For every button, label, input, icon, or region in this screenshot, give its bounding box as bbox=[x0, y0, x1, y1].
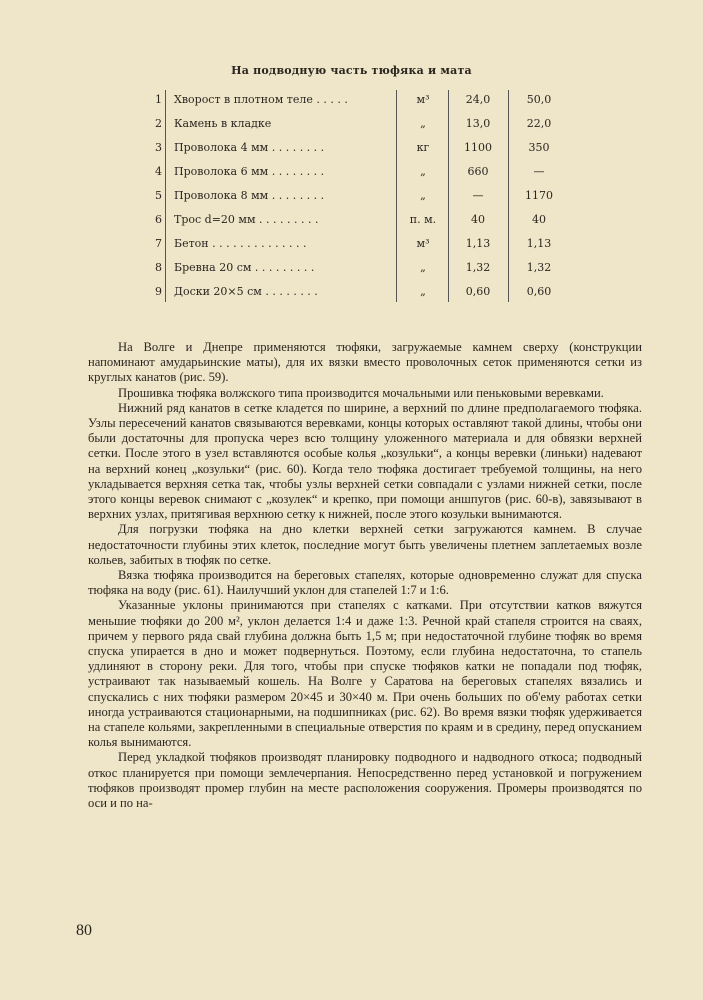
unit: „ bbox=[420, 261, 426, 274]
row-number: 8 bbox=[155, 261, 162, 274]
material-name: Доски 20×5 см . . . . . . . . bbox=[174, 285, 318, 298]
value-1: 1,32 bbox=[465, 261, 491, 274]
value-1: 1100 bbox=[464, 141, 492, 154]
row-number: 3 bbox=[155, 141, 162, 154]
unit: кг bbox=[416, 141, 430, 154]
row-number: 9 bbox=[155, 285, 162, 298]
unit: „ bbox=[420, 117, 426, 130]
material-name: Камень в кладке bbox=[174, 117, 272, 130]
unit: „ bbox=[420, 189, 426, 202]
unit: м³ bbox=[416, 93, 430, 106]
value-2: 1,13 bbox=[526, 237, 552, 250]
paragraph: Нижний ряд канатов в сетке кладется по ширине, а верхний по длине предполагаемого тюфяка. Узлы пересечений канатов связываются веревками, концы которых оставляют такой длины, чтобы они были достаточны для пропуска через всю толщину уложенного материала и для обвязки верхней сетки. После этого в узел вставляются особые колья „козульки“, а концы веревки (линьки) надевают на верхний конец „козульки“ (рис. 60). Когда тело тюфяка достигает требуемой толщины, на него укладывается верхняя сетка так, чтобы узлы верхней сетки совпадали с узлами нижней сетки, после этого концы веревок снимают с „козулек“ и крепко, при помощи аншпугов (рис. 60-в), завязывают в верхних узлах, притягивая верхнюю сетку к нижней, после этого козульки вынимаются. bbox=[88, 400, 642, 522]
table-row bbox=[140, 210, 560, 230]
material-name: Трос d=20 мм . . . . . . . . . bbox=[174, 213, 319, 226]
unit: „ bbox=[420, 165, 426, 178]
paragraph: Вязка тюфяка производится на береговых стапелях, которые одновременно служат для спуска тюфяка на воду (рис. 61). Наилучший уклон для стапелей 1:7 и 1:6. bbox=[88, 568, 642, 598]
material-name: Проволока 8 мм . . . . . . . . bbox=[174, 189, 325, 202]
row-number: 4 bbox=[155, 165, 162, 178]
table-row bbox=[140, 90, 560, 110]
value-1: 660 bbox=[467, 165, 489, 178]
table-row bbox=[140, 186, 560, 206]
material-name: Хворост в плотном теле . . . . . bbox=[174, 93, 348, 106]
paragraph: Указанные уклоны принимаются при стапелях с катками. При отсутствии катков вяжутся меньшие тюфяки до 200 м², уклон делается 1:4 и даже 1:3. Речной край стапеля строится на сваях, причем у первого ряда свай глубина должна быть 1,5 м; при недостаточной глубине тюфяк во время спуска упирается в дно и может подвернуться. Поэтому, если глубина недостаточна, то стапель удлиняют в сторону реки. Для того, чтобы при спуске тюфяков катки не попадали под тюфяк, устраивают так называемый кошель. На Волге у Саратова на береговых стапелях вязались и спускались с них тюфяки размером 20×45 и 30×40 м. При очень больших по об'ему работах сетки иногда устраиваются стационарными, на подшипниках (рис. 62). Во время вязки тюфяк удерживается на стапеле кольями, закрепленными в специальные отверстия по краям и в средину, перед опусканием колья вынимаются. bbox=[88, 598, 642, 750]
paragraph: Прошивка тюфяка волжского типа производится мочальными или пеньковыми веревками. bbox=[118, 385, 604, 400]
unit: м³ bbox=[416, 237, 430, 250]
paragraph: Перед укладкой тюфяков производят планировку подводного и надводного откоса; подводный откос планируется при помощи землечерпания. Непосредственно перед установкой и погружением тюфяков производят промер глубин на месте расположения сооружения. Промеры производятся по оси и по на- bbox=[88, 750, 642, 811]
unit: „ bbox=[420, 285, 426, 298]
material-name: Бетон . . . . . . . . . . . . . . bbox=[174, 237, 307, 250]
paragraph: На Волге и Днепре применяются тюфяки, загружаемые камнем сверху (конструкции напоминают амударьинские маты), для их вязки вместо проволочных сеток применяются сетки из круглых канатов (рис. 59). bbox=[88, 340, 642, 385]
material-name: Бревна 20 см . . . . . . . . . bbox=[174, 261, 315, 274]
paragraph: Для погрузки тюфяка на дно клетки верхней сетки загружаются камнем. В случае недостаточности глубины этих клеток, последние могут быть увеличены плетнем заплетаемых возле кольев, забитых в тюфяк по сетке. bbox=[88, 522, 642, 567]
row-number: 6 bbox=[155, 213, 162, 226]
row-number: 7 bbox=[155, 237, 162, 250]
table-row bbox=[140, 234, 560, 254]
table-title: На подводную часть тюфяка и мата bbox=[231, 64, 472, 77]
body-text bbox=[88, 340, 642, 811]
value-1: 1,13 bbox=[465, 237, 491, 250]
value-2: 350 bbox=[528, 141, 550, 154]
value-1: 13,0 bbox=[465, 117, 491, 130]
value-2: 1170 bbox=[525, 189, 553, 202]
value-2: 50,0 bbox=[526, 93, 552, 106]
table-row bbox=[140, 114, 560, 134]
table-row bbox=[140, 138, 560, 158]
value-1: 40 bbox=[471, 213, 485, 226]
unit: п. м. bbox=[409, 213, 437, 226]
page-number: 80 bbox=[76, 922, 92, 939]
value-2: 22,0 bbox=[526, 117, 552, 130]
table-row bbox=[140, 162, 560, 182]
material-name: Проволока 4 мм . . . . . . . . bbox=[174, 141, 325, 154]
value-2: — bbox=[533, 165, 545, 178]
row-number: 2 bbox=[155, 117, 162, 130]
value-1: — bbox=[472, 189, 484, 202]
value-1: 24,0 bbox=[465, 93, 491, 106]
table-row bbox=[140, 282, 560, 302]
material-name: Проволока 6 мм . . . . . . . . bbox=[174, 165, 325, 178]
value-2: 40 bbox=[532, 213, 546, 226]
value-1: 0,60 bbox=[465, 285, 491, 298]
value-2: 0,60 bbox=[526, 285, 552, 298]
value-2: 1,32 bbox=[526, 261, 552, 274]
materials-table bbox=[140, 90, 560, 310]
table-row bbox=[140, 258, 560, 278]
row-number: 1 bbox=[155, 93, 162, 106]
row-number: 5 bbox=[155, 189, 162, 202]
